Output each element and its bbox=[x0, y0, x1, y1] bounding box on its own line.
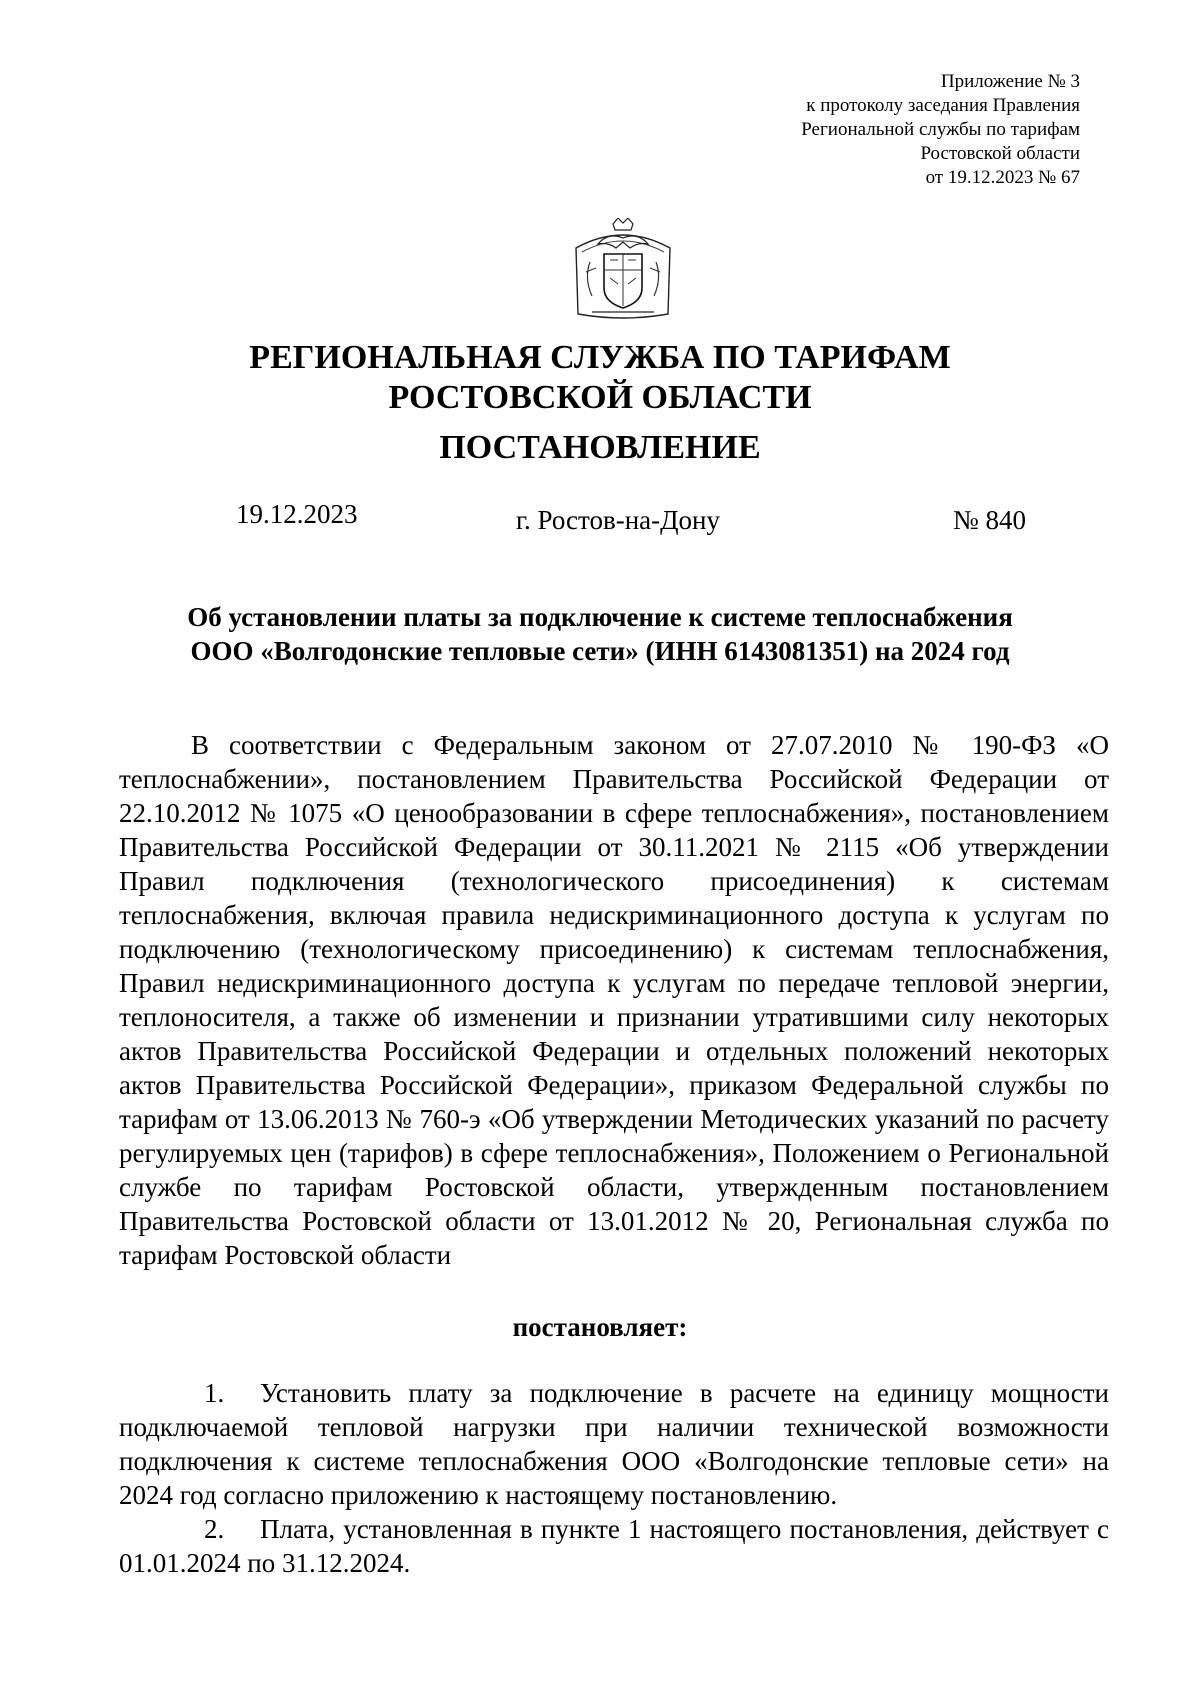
subject-line-1: Об установлении платы за подключение к системе теплоснабжения bbox=[187, 602, 1013, 632]
preamble-paragraph: В соответствии с Федеральным законом от 27.07.2010 № 190-ФЗ «О теплоснабжении», постановлением Правительства Российской Федерации от 22.10.2012 № 1075 «О ценообразовании в сфере теплоснабжения», постановлением Правительства Российской Федерации от 30.11.2021 № 2115 «Об утверждении Правил подключения (технологического присоединения) к системам теплоснабжения, включая правила недискриминационного доступа к услугам по подключению (технологическому присоединению) к системам теплоснабжения, Правил недискриминационного доступа к услугам по передаче тепловой энергии, теплоносителя, а также об изменении и признании утратившими силу некоторых актов Правительства Российской Федерации и отдельных положений некоторых актов Правительства Российской Федерации», приказом Федеральной службы по тарифам от 13.06.2013 № 760-э «Об утверждении Методических указаний по расчету регулируемых цен (тарифов) в сфере теплоснабжения», Положением о Региональной службе по тарифам Ростовской области, утвержденным постановлением Правительства Ростовской области от 13.01.2012 № 20, Региональная служба по тарифам Ростовской области bbox=[119, 730, 1109, 1270]
resolution-item-1 bbox=[119, 1376, 1109, 1512]
appendix-line: Региональной службы по тарифам bbox=[801, 119, 1080, 140]
document-number: № 840 bbox=[953, 505, 1027, 535]
item-text: Установить плату за подключение в расчете на единицу мощности подключаемой тепловой нагрузки при наличии технической возможности подключения к системе теплоснабжения ООО «Волгодонские тепловые сети» на 2024 год согласно приложению к настоящему постановлению. bbox=[119, 1378, 1109, 1510]
appendix-note bbox=[801, 70, 1080, 190]
document-date: 19.12.2023 bbox=[236, 499, 358, 529]
organization-name bbox=[0, 338, 1200, 418]
appendix-line: Приложение № 3 bbox=[940, 71, 1080, 92]
document-type: ПОСТАНОВЛЕНИЕ bbox=[439, 429, 761, 466]
item-number: 1. bbox=[204, 1378, 225, 1408]
coat-of-arms-icon bbox=[568, 218, 678, 326]
organization-line-2: РОСТОВСКОЙ ОБЛАСТИ bbox=[388, 379, 812, 416]
appendix-line: к протоколу заседания Правления bbox=[806, 95, 1080, 116]
resolves-heading: постановляет: bbox=[512, 1312, 688, 1342]
organization-line-1: РЕГИОНАЛЬНАЯ СЛУЖБА ПО ТАРИФАМ bbox=[249, 339, 951, 376]
document-city: г. Ростов-на-Дону bbox=[516, 505, 721, 535]
appendix-line: от 19.12.2023 № 67 bbox=[925, 167, 1080, 188]
subject-line-2: ООО «Волгодонские тепловые сети» (ИНН 6143081351) на 2024 год bbox=[190, 636, 1010, 666]
item-number: 2. bbox=[204, 1514, 225, 1544]
resolution-item-2 bbox=[119, 1512, 1109, 1580]
item-text: Плата, установленная в пункте 1 настоящего постановления, действует с 01.01.2024 по 31.12.2024. bbox=[119, 1514, 1109, 1578]
appendix-line: Ростовской области bbox=[920, 143, 1080, 164]
resolution-items bbox=[119, 1376, 1109, 1580]
document-subject bbox=[0, 600, 1200, 668]
